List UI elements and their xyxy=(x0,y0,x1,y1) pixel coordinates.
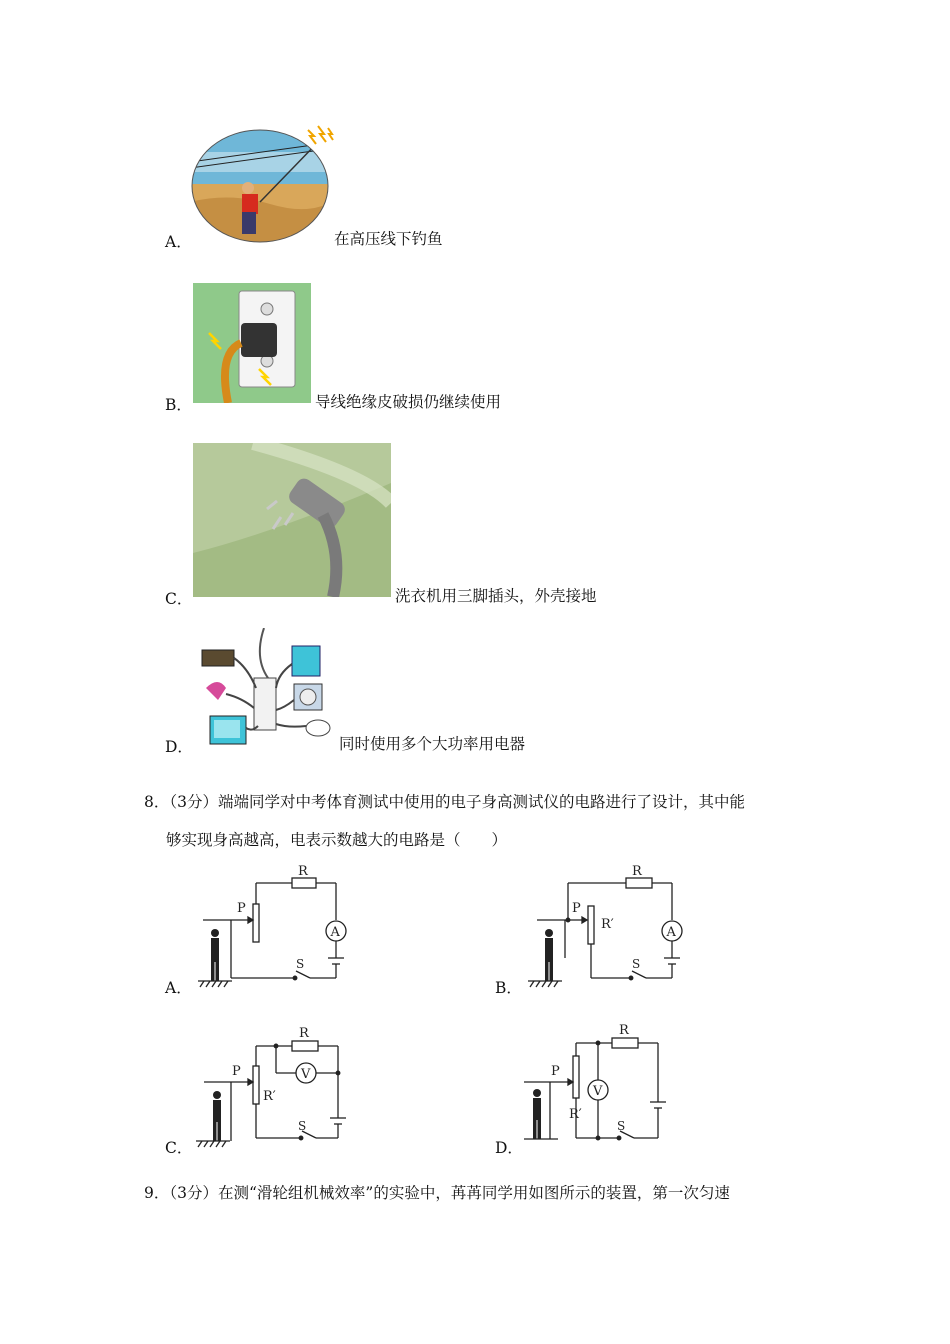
circuit-a-letter: A． xyxy=(165,979,192,997)
option-d-letter: D． xyxy=(165,738,193,756)
question-8-line1 xyxy=(144,792,745,812)
circuit-a-label-s: S xyxy=(296,957,305,971)
person-icon xyxy=(533,1089,541,1139)
question-8-number: 8． xyxy=(144,793,170,811)
option-d-text: 同时使用多个大功率用电器 xyxy=(339,735,526,753)
question-8-stem: 端端同学对中考体育测试中使用的电子身高测试仪的电路进行了设计，其中能 xyxy=(218,793,746,811)
circuit-c-label-p: P xyxy=(232,1064,241,1079)
circuit-d-meter: V xyxy=(593,1084,603,1099)
three-pin-plug-image xyxy=(193,443,391,597)
circuit-a-meter: A xyxy=(330,925,340,940)
circuit-a-label-r: R xyxy=(298,864,308,879)
question-8-score: （3分） xyxy=(169,793,218,811)
circuit-c-label-s: S xyxy=(298,1119,307,1133)
circuit-b-label-rv: R′ xyxy=(601,917,614,932)
option-c-letter: C． xyxy=(165,590,193,608)
circuit-b-label-s: S xyxy=(632,957,641,971)
circuit-a-diagram xyxy=(192,860,367,990)
circuit-d-letter: D． xyxy=(495,1139,523,1157)
option-a-text: 在高压线下钓鱼 xyxy=(334,230,443,248)
overloaded-power-strip-image xyxy=(198,628,338,746)
circuit-b-diagram xyxy=(522,860,697,990)
question-8-line2: 够实现身高越高，电表示数越大的电路是（ ） xyxy=(166,831,508,849)
circuit-a-label-p: P xyxy=(237,901,246,916)
damaged-plug-socket-image xyxy=(193,283,311,403)
person-icon xyxy=(211,929,219,981)
option-b-text: 导线绝缘皮破损仍继续使用 xyxy=(315,393,502,411)
circuit-d-label-s: S xyxy=(617,1119,626,1133)
circuit-b-label-p: P xyxy=(572,901,581,916)
circuit-d-label-rv: R′ xyxy=(569,1107,582,1122)
circuit-b-label-r: R xyxy=(632,864,642,879)
circuit-c-meter: V xyxy=(301,1067,311,1082)
question-9-score: （3分） xyxy=(169,1184,218,1202)
person-icon xyxy=(545,929,553,981)
question-9-stem: 在测“滑轮组机械效率”的实验中，苒苒同学用如图所示的装置，第一次匀速 xyxy=(218,1184,730,1202)
option-b-letter: B． xyxy=(165,396,192,414)
circuit-d-diagram xyxy=(518,1020,693,1150)
question-9-number: 9． xyxy=(144,1184,170,1202)
circuit-c-diagram xyxy=(192,1020,367,1150)
option-a-letter: A． xyxy=(165,233,192,251)
circuit-b-letter: B． xyxy=(495,979,522,997)
circuit-c-label-r: R xyxy=(299,1026,309,1041)
fishing-under-power-line-image xyxy=(190,122,335,246)
circuit-c-letter: C． xyxy=(165,1139,193,1157)
option-c-text: 洗衣机用三脚插头，外壳接地 xyxy=(395,587,597,605)
circuit-d-label-p: P xyxy=(551,1064,560,1079)
circuit-d-label-r: R xyxy=(619,1023,629,1038)
circuit-b-meter: A xyxy=(666,925,676,940)
question-9-line1 xyxy=(144,1183,730,1203)
person-icon xyxy=(213,1091,221,1141)
circuit-c-label-rv: R′ xyxy=(263,1089,276,1104)
